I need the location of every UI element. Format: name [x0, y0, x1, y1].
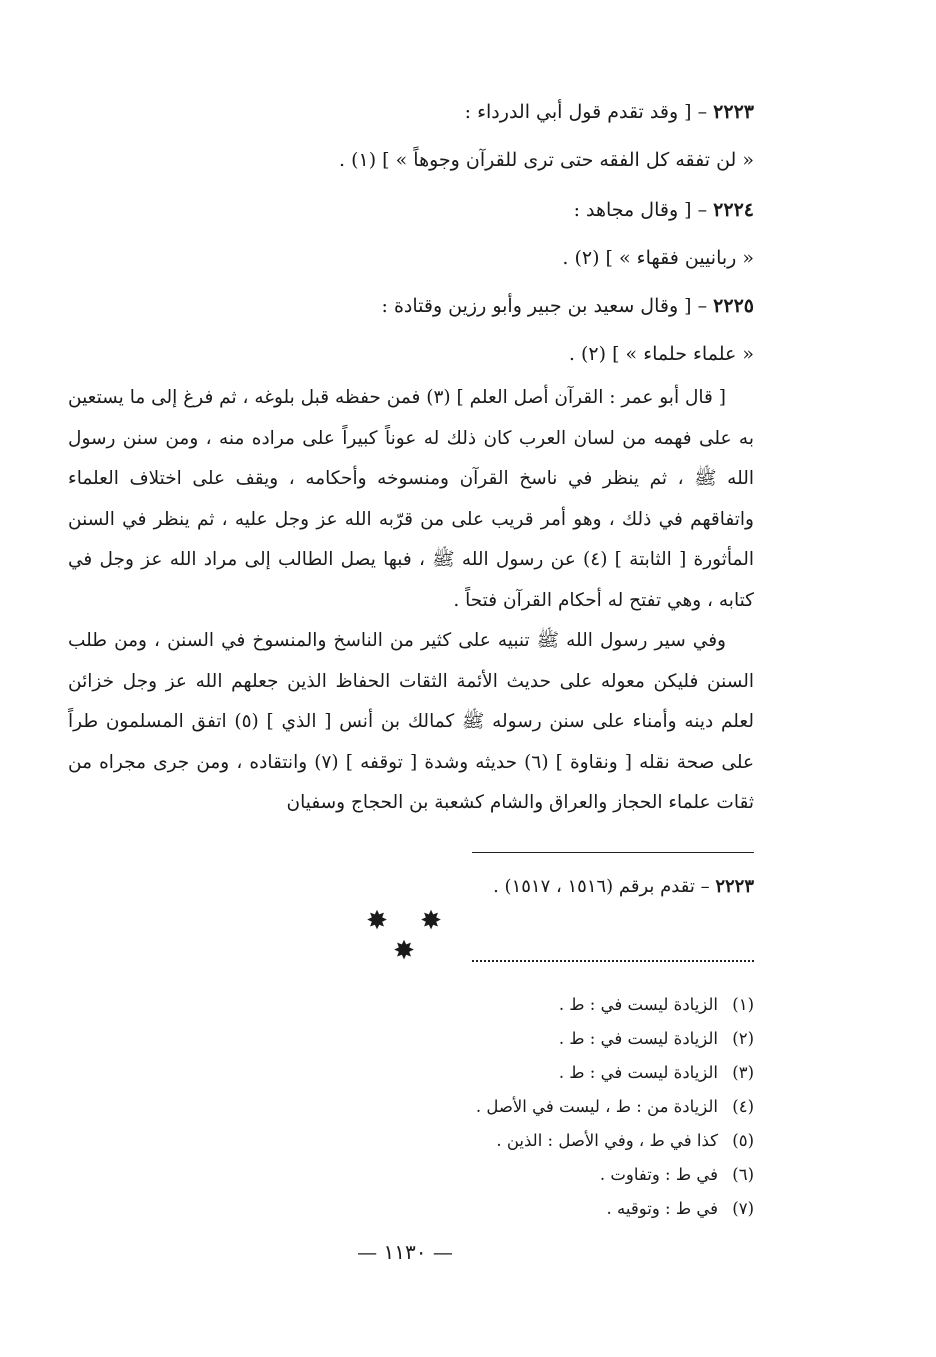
entry-2223-intro — [465, 100, 754, 124]
entry-2224-intro — [574, 198, 754, 222]
footnote-text: الزيادة ليست في : ط . — [558, 1063, 718, 1082]
entry-2223-quote: « لن تفقه كل الفقه حتى ترى للقرآن وجوهاً » ] (١) . — [339, 149, 754, 171]
footnote — [476, 1056, 754, 1090]
entry-number: ٢٢٢٥ — [713, 295, 754, 317]
footnote — [476, 1192, 754, 1226]
page-number: — ١١٣٠ — — [357, 1240, 453, 1264]
footnote-text: كذا في ط ، وفي الأصل : الذين . — [496, 1131, 718, 1150]
footnote-text: الزيادة ليست في : ط . — [558, 1029, 718, 1048]
footnote — [476, 1158, 754, 1192]
footnote-number: (١) — [732, 995, 754, 1014]
entry-2225-intro — [382, 294, 755, 318]
footnote-number: (٦) — [732, 1165, 754, 1184]
footnote-text: الزيادة ليست في : ط . — [558, 995, 718, 1014]
footnote-text: في ط : وتفاوت . — [599, 1165, 718, 1184]
footnote-number: (٧) — [732, 1199, 754, 1218]
paragraph: [ قال أبو عمر : القرآن أصل العلم ] (٣) فمن حفظه قبل بلوغه ، ثم فرغ إلى ما يستعين به على فهمه من لسان العرب كان ذلك له عوناً كبيراً على مراده منه ، ومن سنن رسول الله ﷺ ، ثم ينظر في ناسخ القرآن ومنسوخه وأحكامه ، ويقف على اختلاف العلماء واتفاقهم في ذلك ، وهو أمر قريب على من قرّبه الله عز وجل عليه ، ثم ينظر في السنن المأثورة [ الثابتة ] (٤) عن رسول الله ﷺ ، فبها يصل الطالب إلى مراد الله عز وجل في كتابه ، وهي تفتح له أحكام القرآن فتحاً . — [67, 387, 754, 611]
footnote-number: (٥) — [732, 1131, 754, 1150]
entry-intro-text: – [ وقال سعيد بن جبير وأبو رزين وقتادة : — [381, 295, 708, 317]
separator-rule — [472, 852, 754, 853]
footnote-number: (٢) — [732, 1029, 754, 1048]
footnote-number: (٤) — [732, 1097, 754, 1116]
entry-number: ٢٢٢٣ — [715, 876, 754, 897]
dotted-separator — [472, 960, 754, 962]
entry-intro-text: – [ وقال مجاهد : — [573, 199, 708, 221]
entry-number: ٢٢٢٣ — [713, 101, 754, 123]
footnote — [476, 1124, 754, 1158]
entry-2224-quote: « ربانيين فقهاء » ] (٢) . — [562, 247, 754, 269]
body-text — [68, 378, 754, 824]
entry-2225-quote: « علماء حلماء » ] (٢) . — [568, 343, 754, 365]
footnote — [476, 1022, 754, 1056]
entry-number: ٢٢٢٤ — [713, 199, 754, 221]
paragraph: وفي سير رسول الله ﷺ تنبيه على كثير من الناسخ والمنسوخ في السنن ، ومن طلب السنن فليكن معوله على حديث الأئمة الثقات الحفاظ الذين جعلهم الله عز وجل خزائن لعلم دينه وأمناء على سنن رسوله ﷺ كمالك بن أنس [ الذي ] (٥) اتفق المسلمون طراً على صحة نقله [ ونقاوة ] (٦) حديثه وشدة [ توقفه ] (٧) وانتقاده ، ومن جرى مجراه من ثقات علماء الحجاز والعراق والشام كشعبة بن الحجاج وسفيان — [68, 630, 755, 813]
footnotes — [476, 988, 754, 1226]
footnote — [476, 988, 754, 1022]
footnote-text: الزيادة من : ط ، ليست في الأصل . — [475, 1097, 718, 1116]
footnote-number: (٣) — [732, 1063, 754, 1082]
cross-reference — [493, 876, 754, 897]
footnote-text: في ط : وتوقيه . — [606, 1199, 718, 1218]
cross-reference-text: – تقدم برقم (١٥١٦ ، ١٥١٧) . — [493, 876, 710, 897]
footnote — [476, 1090, 754, 1124]
star-ornament: ✸ ✸ ✸ — [366, 906, 454, 966]
entry-intro-text: – [ وقد تقدم قول أبي الدرداء : — [464, 101, 708, 123]
